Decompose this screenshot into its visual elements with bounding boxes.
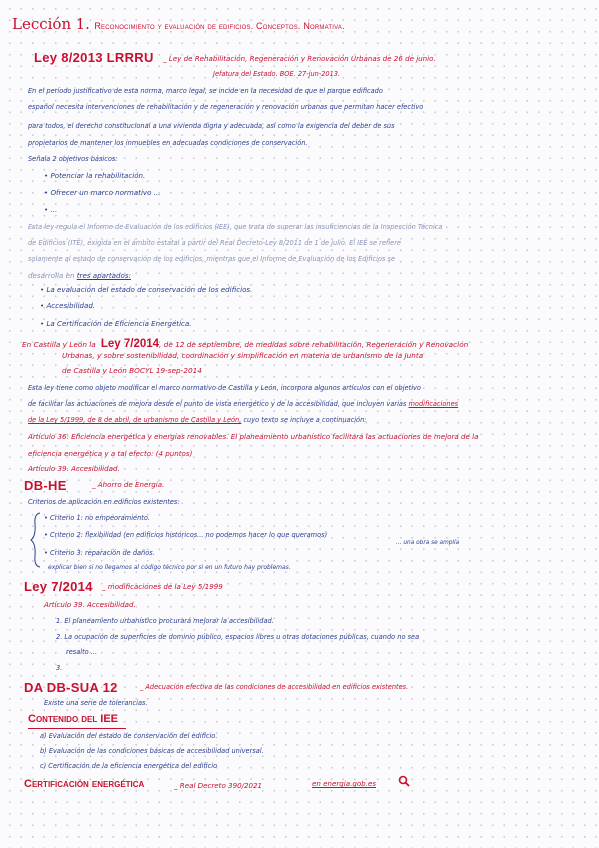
law-7-2014-article: Artículo 39. Accesibilidad. [44,600,136,609]
certificacion-heading: Certificación energética [24,778,145,790]
law-7-2014-item: 1. El planeamiento urbanístico procurará mejorar la accesibilidad. [56,617,274,625]
certificacion-link[interactable]: en energia.gob.es [312,779,376,788]
law-7-2014-code: Ley 7/2014 [24,579,93,594]
art-39-line: Artículo 39. Accesibilidad. [28,464,120,473]
objectives-intro: Señala 2 objetivos básicos: [28,155,118,163]
page-title [12,17,345,33]
contenido-underline [28,728,126,729]
art-36-line: Artículo 36: Eficiencia energética y energías renovables. El planeamiento urbanístico facilitará las actuaciones de mejora de la [28,432,479,441]
iee-line: solamente al estado de conservación de los edificios, mientras que el Informe de Evaluación de los Edificios se [28,255,396,263]
iee-line: Esta ley regula el Informe de Evaluación de los edificios (IEE), que trata de superar las insuficiencias de la Inspección Técnica [28,223,443,231]
da-db-sua-title: _ Adecuación efectiva de las condiciones de accesibilidad en edificios existentes. [140,683,409,691]
da-db-sua-code: DA DB-SUA 12 [24,680,118,695]
brace-icon [30,512,42,568]
criteria-intro: Criterios de aplicación en edificios existentes: [28,498,180,506]
criterion-item: • Criterio 2: flexibilidad (en edificios históricos... no podemos hacer lo que queramos) [44,531,328,539]
law-8-2013-name: _ Ley de Rehabilitación, Regeneración y Renovación Urbanas de 26 de junio. [163,54,436,63]
para-line: En el período justificativo de esta norma, marco legal, se incide en la necesidad de que el parque edificado [28,87,383,95]
para-line: para todos, el derecho constitucional a una vivienda digna y adecuada, así como la exigencia del deber de sus [28,122,395,130]
objective-item: • Ofrecer un marco normativo ... [44,188,161,197]
iee-item: • La Certificación de Eficiencia Energética. [40,319,192,328]
cyl-line-2: Urbanas, y sobre sostenibilidad, coordinación y simplificación en materia de urbanismo de la Junta [62,351,424,360]
iee-item: • Accesibilidad. [40,301,96,310]
magnifier-icon [398,775,410,787]
law-7-2014-item: 2. La ocupación de superficies de dominio público, espacios libres u otras dotaciones públicas, cuando no sea [56,633,420,641]
criteria-explain: explicar bien si no llegamos al código técnico por si en un futuro hay problemas. [48,564,291,571]
para-line: propietarios de mantener los inmuebles en adecuadas condiciones de conservación. [28,139,308,147]
contenido-item: a) Evaluación del estado de conservación del edificio. [40,732,218,740]
side-note: ... una obra se amplía [396,540,460,546]
cyl-para-line: de la Ley 5/1999, de 8 de abril, de urbanismo de Castilla y León, cuyo texto se incluye a continuación: [28,416,367,424]
db-he-code: DB-HE [24,478,67,493]
criterion-item: • Criterio 1: no empeoramiento. [44,514,150,522]
art-36-line-2: eficiencia energética y a tal efecto: (4 puntos) [28,449,193,458]
contenido-item: c) Certificación de la eficiencia energética del edificio [40,762,218,770]
para-line: español necesita intervenciones de rehabilitación y de regeneración y renovación urbanas que permitan hacer efectivo [28,103,424,111]
criterion-item: • Criterio 3: reparación de daños. [44,549,155,557]
objective-item: • ... [44,205,58,214]
contenido-item: b) Evaluación de las condiciones básicas de accesibilidad universal. [40,747,264,755]
cyl-para-line: de facilitar las actuaciones de mejora desde el punto de vista energético y de la accesibilidad, que incluyen varias modificaciones [28,400,459,408]
title-number: 1. [75,15,90,33]
iee-item: • La evaluación del estado de conservación de los edificios. [40,285,253,294]
cyl-line-3: de Castilla y León BOCYL 19-sep-2014 [62,366,202,375]
law-7-2014-item: resalto ... [66,648,98,656]
objective-item: • Potenciar la rehabilitación. [44,171,146,180]
cyl-line-1: En Castilla y León la Ley 7/2014, de 12 de septiembre, de medidas sobre rehabilitación, Regeneración y Renovación [22,338,469,350]
contenido-heading: Contenido del IEE [28,713,119,725]
cyl-para-line: Esta ley tiene como objeto modificar el marco normativo de Castilla y León, incorpora algunos artículos con el objetivo [28,384,421,392]
iee-line: desarrolla en tres apartados: [28,271,131,280]
law-7-2014-item: 3. [56,664,63,672]
da-db-sua-note: Existe una serie de tolerancias. [44,699,148,707]
db-he-title: _ Ahorro de Energía. [92,480,165,489]
title-word: Lección [12,15,72,33]
law-7-2014-title: _ modificaciones de la Ley 5/1999 [102,582,223,591]
law-8-2013-code: Ley 8/2013 LRRRU [34,50,154,65]
law-8-2013-source: Jefatura del Estado. BOE. 27-jun-2013. [213,70,341,78]
iee-line: de Edificios (ITE), exigida en el ámbito estatal a partir del Real Decreto-Ley 8/2011 de 1 de julio. El IEE se refiere [28,239,401,247]
certificacion-text: _ Real Decreto 390/2021 [174,781,263,790]
title-rest: Reconocimiento y evaluación de edificios. Conceptos. Normativa. [94,21,345,31]
